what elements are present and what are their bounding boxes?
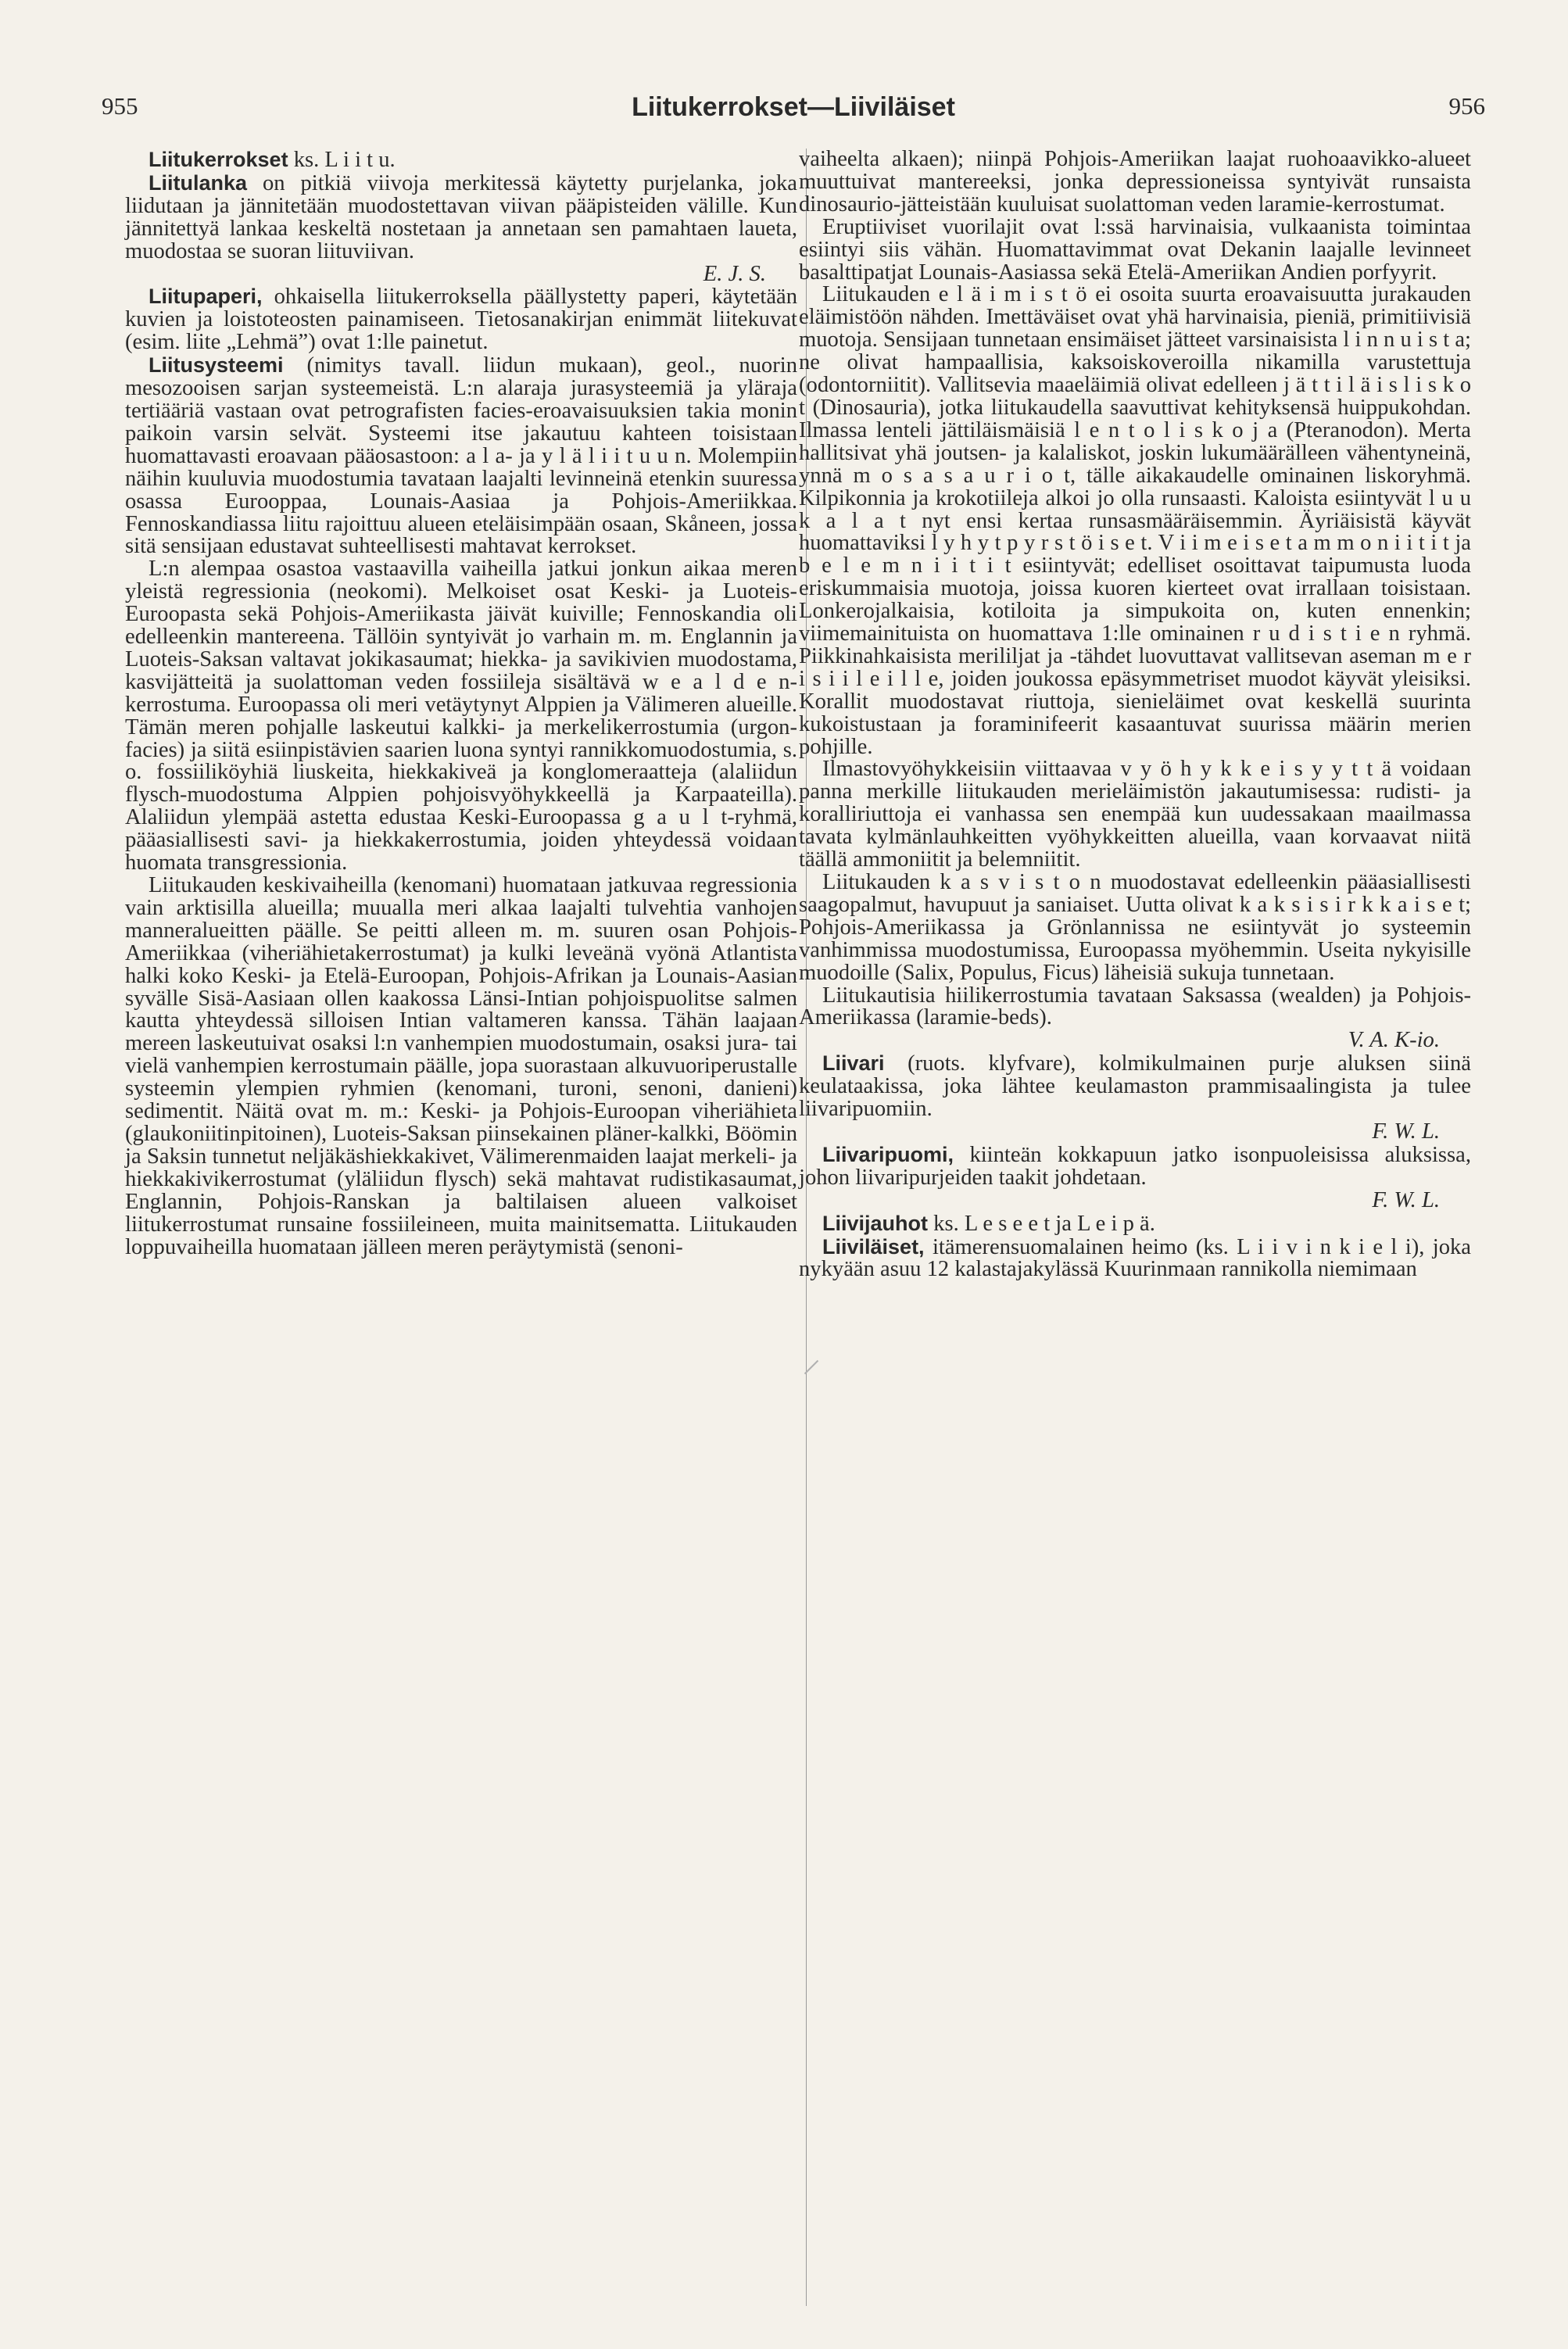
entry-liivari [799, 1052, 1471, 1144]
entry-liivaripuomi [799, 1144, 1471, 1212]
entry-text: (ruots. klyfvare), kolmikulmainen purje aluksen siinä keulataakissa, joka lähtee keulamaston prammisaalingista ja tulee liivaripuomiin. [799, 1051, 1471, 1122]
headword: Liitusysteemi [149, 353, 284, 378]
author-signature: E. J. S. [703, 261, 766, 286]
headword: Liiviläiset, [822, 1234, 925, 1259]
entry-text: on pitkiä viivoja merkitessä käytetty purjelanka, joka liidutaan ja jännitetään muodostettavan viivan pääpisteiden välille. Kun jännitettyä lankaa keskeltä nostetaan ja annetaan sen pamahtaen laueta, muodostaa se suoran liituviivan. [125, 170, 797, 263]
entry-liitupaperi [125, 285, 797, 354]
headword: Liitukerrokset [149, 148, 288, 171]
paragraph [799, 985, 1471, 1053]
page-number-left: 955 [102, 92, 138, 120]
headword: Liivijauhot [822, 1211, 928, 1235]
author-signature: F. W. L. [1372, 1187, 1440, 1212]
headword: Liitupaperi, [149, 285, 263, 309]
running-title: Liitukerrokset—Liiviläiset [632, 92, 955, 122]
paragraph: Eruptiiviset vuorilajit ovat l:ssä harvinaisia, vulkaanista toimintaa esiintyi siis vähän. Huomattavimmat ovat Dekanin laajalle levinneet basalttipatjat Lounais-Aasiassa sekä Etelä-Ameriikan Andien porfyyrit. [799, 214, 1471, 285]
entry-liitusysteemi [125, 354, 797, 558]
headword: Liivari [822, 1051, 885, 1076]
paragraph: L:n alempaa osastoa vastaavilla vaiheilla jatkui jonkun aikaa meren yleistä regressionia (neokomi). Melkoiset osat Keski- ja Luoteis-Euroopasta sekä Pohjois-Ameriikasta jäivät kuiville; Fennoskandia oli edelleenkin mantereena. Tällöin syntyivät jo varhain m. m. Englannin ja Luoteis-Saksan valtavat jokikasaumat; hiekka- ja savikivien muodostama, kasvijätteitä ja suolattoman veden fossiileja sisältävä w e a l d e n-kerrostuma. Euroopassa oli meri vetäytynyt Alppien ja Välimeren alueille. Tämän meren pohjalle laskeutui kalkki- ja merkelikerrostumia (urgon-facies) ja siitä esiinpistävien saarien luona syntyi rannikkomuodostumia, s. o. fossiiliköyhiä liuskeita, hiekkakiveä ja konglomeraatteja (alaliidun flysch-muodostuma Alppien pohjoisvyöhykkeellä ja Karpaateilla). Alaliidun ylempää astetta edustaa Keski-Euroopassa g a u l t-ryhmä, pääasiallisesti savi- ja hiekkakerrostumia, joiden yhteydessä voidaan huomata transgressionia. [125, 557, 797, 876]
paragraph: Liitukauden e l ä i m i s t ö ei osoita suurta eroavaisuutta jurakauden eläimistöön nähden. Imettäväiset ovat yhä harvinaisia, pieniä, primitiivisiä muotoja. Sensijaan tunnetaan ensimäiset jätteet varsinaisista l i n n u i s t a; ne olivat hampaallisia, kaksoiskoveroilla nikamilla varustettuja (odontorniitit). Vallitsevia maaeläimiä olivat edelleen j ä t t i l ä i s l i s k o t (Dinosauria), jotka liitukaudella saavuttivat kehityksensä huippukohdan. Ilmassa lenteli jättiläismäisiä l e n t o l i s k o j a (Pteranodon). Merta hallitsivat yhä joutsen- ja kalaliskot, joskin lukumäärälleen vähentyneinä, ynnä m o s a s a u r i o t, tälle aikakaudelle ominainen liskoryhmä. Kilpikonnia ja krokotiileja alkoi jo olla runsaasti. Kaloista esiintyvät l u u k a l a t nyt ensi kertaa runsasmääräisemmin. Äyriäisistä käyvät huomattaviksi l y h y t p y r s t ö i s e t. V i i m e i s e t a m m o n i i t i t ja b e l e m n i i t i t esiintyvät; edelliset osoittavat taipumusta luoda eriskummaisia muotoja, joissa kuoren kierteet ovat irrallaan toisistaan. Lonkerojalkaisia, kotiloita ja simpukoita on, kuten ennenkin; viimemainituista on huomattava 1:lle ominainen r u d i s t i e n ryhmä. Piikkinahkaisista merililjat ja -tähdet luovuttavat vallitsevan aseman m e r i s i i l e i l l e, joiden joukossa epäsymmetriset muodot käyvät yleisiksi. Korallit muodostavat riuttoja, sienieläimet ovat keskellä suurinta kukoistustaan ja foraminifeerit kasaantuvat suurissa määrin merien pohjille. [799, 282, 1472, 759]
page-header [102, 92, 1485, 139]
headword: Liivaripuomi, [822, 1142, 954, 1166]
entry-text: (nimitys tavall. liidun mukaan), geol., nuorin mesozooisen sarjan systeemeistä. L:n alaraja jurasysteemiä ja yläraja tertiääriä vastaan ovat petrografisten facies-eroavaisuuksien takia monin paikoin varsin selvät. Systeemi itse jakautuu kahteen toisistaan huomattavasti eroavaan pääosastoon: a l a- ja y l ä l i i t u u n. Molempiin näihin kuuluvia muodostumia tavataan laajalti levinneinä etenkin suuressa osassa Eurooppaa, Lounais-Aasiaa ja Pohjois-Ameriikkaa. Fennoskandiassa liitu rajoittuu alueen eteläisimpään osaan, Skåneen, jossa sitä sensijaan edustavat suhteellisesti mahtavat kerrokset. [125, 353, 797, 559]
paragraph: Liitukauden k a s v i s t o n muodostavat edelleenkin pääasiallisesti saagopalmut, havupuut ja saniaiset. Uutta olivat k a k s i s i r k k a i s e t; Pohjois-Ameriikassa ja Grönlannissa ne esiintyvät jo systeemin vanhimmissa muodostumissa, Euroopassa myöhemmin. Useita nykyisille muodoille (Salix, Populus, Ficus) läheisiä sukuja tunnetaan. [799, 870, 1471, 985]
left-column [125, 149, 797, 1259]
entry-text: kiinteän kokkapuun jatko isonpuoleisissa aluksissa, johon liivaripurjeiden taakit johdetaan. [799, 1142, 1471, 1190]
entry-text: ks. L i i t u. [288, 148, 396, 172]
paragraph: vaiheelta alkaen); niinpä Pohjois-Ameriikan laajat ruohoaavikko-alueet muuttuivat mantereeksi, jonka depressioneissa syntyivät runsaista dinosaurio-jätteistään kuuluisat suolattoman veden laramie-kerrostumat. [799, 147, 1471, 217]
entry-liivijauhot [799, 1212, 1471, 1236]
entry-liitukerrokset [125, 149, 797, 172]
entry-text: ks. L e s e e t ja L e i p ä. [928, 1211, 1155, 1236]
entry-liivilaiset [799, 1236, 1471, 1282]
entry-text: ohkaisella liitukerroksella päällystetty paperi, käytetään kuvien ja loistoteosten painamiseen. Tietosanakirjan enimmät liitekuvat (esim. liite „Lehmä”) ovat 1:lle painetut. [125, 285, 797, 355]
paragraph-text: Liitukautisia hiilikerrostumia tavataan Saksassa (wealden) ja Pohjois-Ameriikassa (laramie-beds). [799, 983, 1471, 1030]
author-signature: V. A. K-io. [1348, 1028, 1440, 1053]
page-number-right: 956 [1448, 92, 1485, 120]
headword: Liitulanka [149, 170, 248, 195]
right-column [799, 149, 1471, 1281]
paragraph: Ilmastovyöhykkeisiin viittaavaa v y ö h y k k e i s y y t t ä voidaan panna merkille liitukauden merieläimistön jakautumisessa: rudisti- ja koralliriuttoja ei vanhassa sen enempää kun uudessakaan maailmassa tavata kylmänlauhkeitten vyöhykkeitten alueilla, vaan korvaavat niitä täällä ammoniitit ja belemniitit. [799, 757, 1471, 872]
author-signature: F. W. L. [1372, 1119, 1440, 1144]
paragraph: Liitukauden keskivaiheilla (kenomani) huomataan jatkuvaa regressionia vain arktisilla alueilla; muualla meri alkaa laajalti tulvehtia vanhojen manneralueitten päälle. Se peitti alleen m. m. suuren osan Pohjois-Ameriikkaa (viheriähietakerrostumat) ja kulki leveänä vyönä Atlantista halki koko Keski- ja Etelä-Euroopan, Pohjois-Afrikan ja Lounais-Aasian syvälle Sisä-Aasiaan ollen kaakossa Länsi-Intian pohjoispuolitse salmen kautta yhteydessä silloisen Intian valtameren kanssa. Tähän laajaan mereen laskeutuivat osaksi l:n vanhempien muodostumain, osaksi jura- tai vielä vanhempien kerrostumain päälle, jopa suorastaan alkuvuoriperustalle systeemin ylempien ryhmien (kenomani, turoni, senoni, danieni) sedimentit. Näitä ovat m. m.: Keski- ja Pohjois-Euroopan viheriähieta (glaukoniitinpitoinen), Luoteis-Saksan piinsekainen pläner-kalkki, Böömin ja Saksin tunnetut neljäkäshiekkakivet, Välimerenmaiden laajat merkeli- ja hiekkakivikerrostumat (yläliidun flysch) sekä mahtavat rudistikasaumat, Englannin, Pohjois-Ranskan ja baltilaisen alueen valkoiset liitukerrostumat runsaine fossiileineen, muita mainitsematta. Liitukauden loppuvaiheilla huomataan jälleen meren peräytymistä (senoni- [125, 873, 797, 1259]
entry-liitulanka [125, 172, 797, 286]
entry-text: itämerensuomalainen heimo (ks. L i i v i n k i e l i), joka nykyään asuu 12 kalastajakylässä Kuurinmaan rannikolla niemimaan [799, 1234, 1471, 1282]
